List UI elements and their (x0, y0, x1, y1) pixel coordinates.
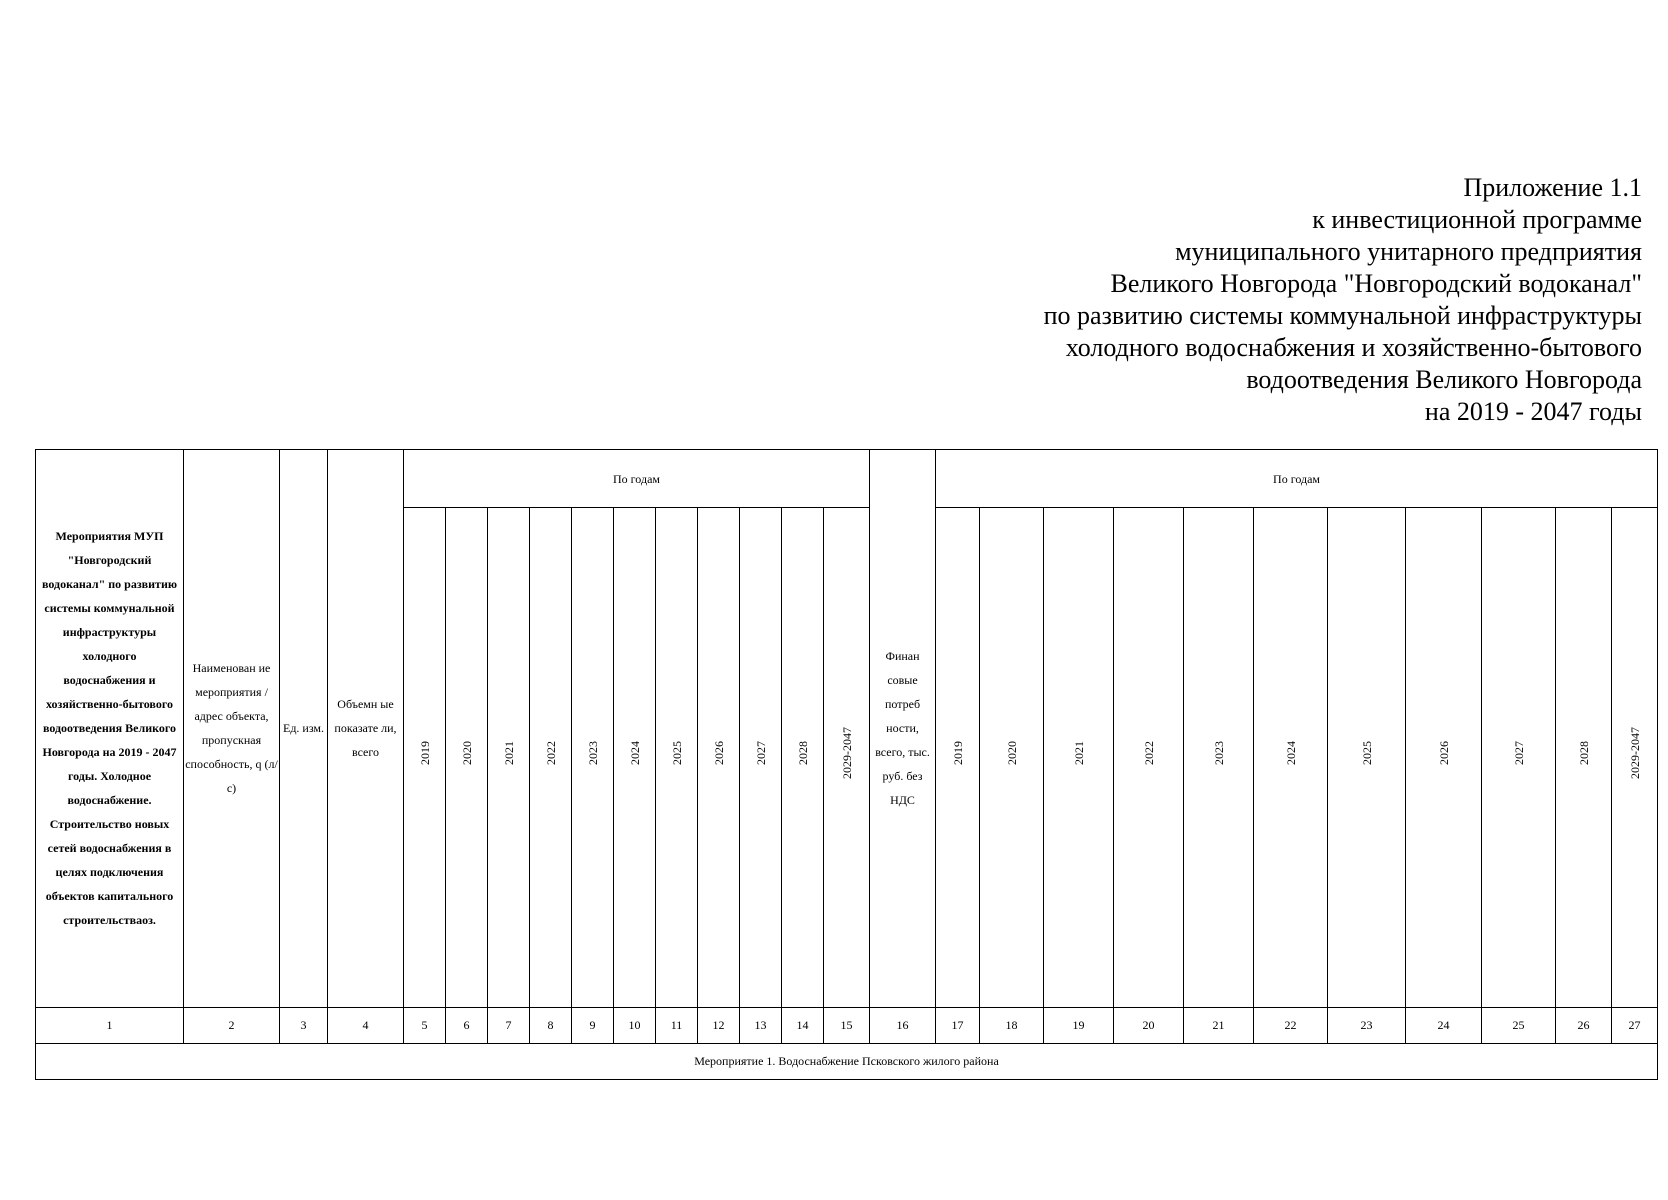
year-header: 2028 (782, 508, 824, 1008)
year-header: 2026 (1406, 508, 1482, 1008)
column-number: 2 (184, 1007, 280, 1043)
year-header: 2028 (1556, 508, 1612, 1008)
column-number: 10 (614, 1007, 656, 1043)
heading-line-2: к инвестиционной программе (1312, 205, 1642, 234)
column-number: 16 (870, 1007, 936, 1043)
heading-line-8: на 2019 - 2047 годы (1424, 397, 1642, 426)
year-header: 2022 (1114, 508, 1184, 1008)
column-number: 11 (656, 1007, 698, 1043)
header-activity-name: Наименован ие мероприятия /адрес объекта, пропускная способность, q (л/с) (184, 450, 280, 1008)
year-header: 2026 (698, 508, 740, 1008)
year-header: 2021 (488, 508, 530, 1008)
year-header: 2022 (530, 508, 572, 1008)
column-number: 19 (1044, 1007, 1114, 1043)
year-header: 2020 (446, 508, 488, 1008)
column-number: 13 (740, 1007, 782, 1043)
year-header: 2027 (1482, 508, 1556, 1008)
column-number: 25 (1482, 1007, 1556, 1043)
year-header: 2023 (572, 508, 614, 1008)
column-number: 24 (1406, 1007, 1482, 1043)
column-number: 14 (782, 1007, 824, 1043)
header-unit: Ед. изм. (280, 450, 328, 1008)
year-header: 2020 (980, 508, 1044, 1008)
column-number: 18 (980, 1007, 1044, 1043)
column-number: 20 (1114, 1007, 1184, 1043)
column-number: 6 (446, 1007, 488, 1043)
year-header: 2025 (1328, 508, 1406, 1008)
column-number: 5 (404, 1007, 446, 1043)
year-header: 2025 (656, 508, 698, 1008)
column-number: 22 (1254, 1007, 1328, 1043)
heading-line-1: Приложение 1.1 (1463, 173, 1642, 202)
year-header: 2019 (936, 508, 980, 1008)
column-number: 4 (328, 1007, 404, 1043)
column-number: 15 (824, 1007, 870, 1043)
header-by-years-volume: По годам (404, 450, 870, 508)
column-number: 17 (936, 1007, 980, 1043)
heading-line-4: Великого Новгорода "Новгородский водоканал" (1110, 269, 1642, 298)
year-header: 2024 (614, 508, 656, 1008)
column-number-row (36, 1007, 1658, 1043)
column-number: 23 (1328, 1007, 1406, 1043)
header-by-years-finance: По годам (936, 450, 1658, 508)
column-number: 21 (1184, 1007, 1254, 1043)
year-header: 2021 (1044, 508, 1114, 1008)
column-number: 8 (530, 1007, 572, 1043)
column-number: 3 (280, 1007, 328, 1043)
year-header: 2029-2047 (1612, 508, 1658, 1008)
heading-line-7: водоотведения Великого Новгорода (1246, 365, 1642, 394)
year-header: 2029-2047 (824, 508, 870, 1008)
header-financial-needs: Финан совые потреб ности, всего, тыс. руб. без НДС (870, 450, 936, 1008)
column-number: 26 (1556, 1007, 1612, 1043)
heading-line-6: холодного водоснабжения и хозяйственно-бытового (1065, 333, 1642, 362)
document-heading (742, 172, 1642, 428)
year-header: 2027 (740, 508, 782, 1008)
column-number: 12 (698, 1007, 740, 1043)
investment-plan-table (35, 449, 1658, 1080)
column-number: 27 (1612, 1007, 1658, 1043)
heading-line-3: муниципального унитарного предприятия (1175, 237, 1642, 266)
year-header: 2024 (1254, 508, 1328, 1008)
activity-row: Мероприятие 1. Водоснабжение Псковского жилого района (36, 1043, 1658, 1079)
heading-line-5: по развитию системы коммунальной инфраструктуры (1043, 301, 1642, 330)
header-volume-total: Объемн ые показате ли, всего (328, 450, 404, 1008)
column-number: 1 (36, 1007, 184, 1043)
column-number: 7 (488, 1007, 530, 1043)
year-header: 2023 (1184, 508, 1254, 1008)
year-header: 2019 (404, 508, 446, 1008)
column-number: 9 (572, 1007, 614, 1043)
header-activities: Мероприятия МУП "Новгородский водоканал" по развитию системы коммунальной инфраструктуры холодного водоснабжения и хозяйственно-бытового водоотведения Великого Новгорода на 2019 - 2047 годы. Холодное водоснабжение. Строительство новых сетей водоснабжения в целях подключения объектов капитального строительстваоз. (36, 450, 184, 1008)
